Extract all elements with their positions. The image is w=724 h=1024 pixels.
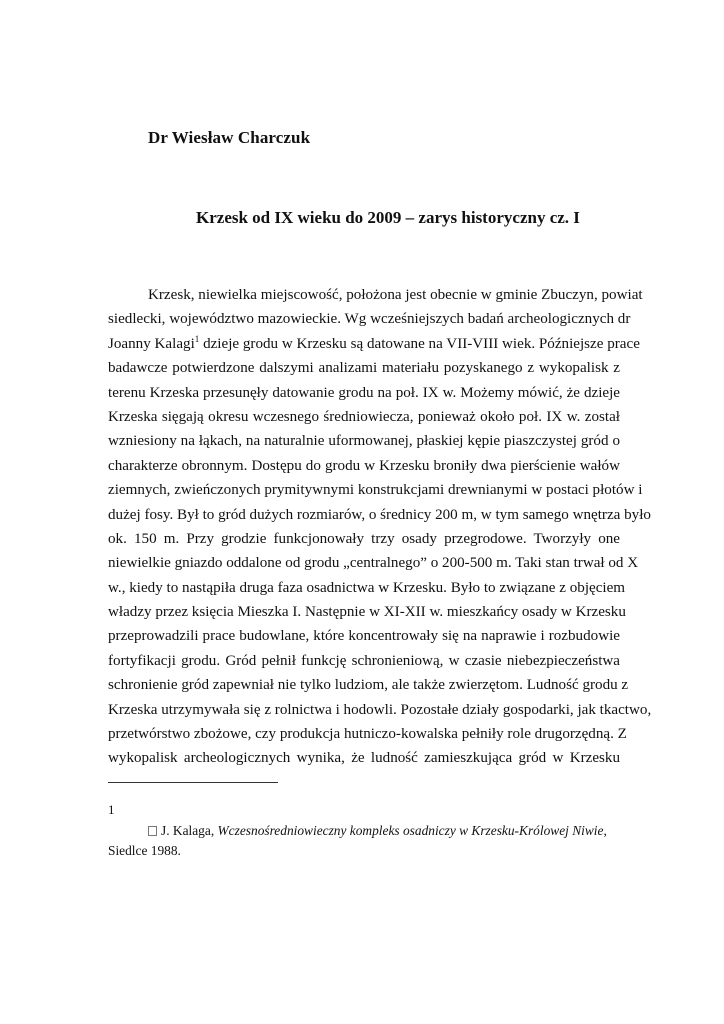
body-paragraph xyxy=(108,283,652,771)
text-line: Krzeska utrzymywała się z rolnictwa i hodowli. Pozostałe działy gospodarki, jak tkactwo, xyxy=(108,701,652,718)
footnote-separator xyxy=(108,782,278,783)
footnote-number: 1 xyxy=(108,802,115,817)
text-line: w., kiedy to nastąpiła druga faza osadnictwa w Krzesku. Było to związane z objęciem xyxy=(108,579,626,596)
text-line: dużej fosy. Był to gród dużych rozmiarów, o średnicy 200 m, w tym samego wnętrza było xyxy=(108,506,651,523)
text-line: Krzeska sięgają okresu wczesnego średniowiecza, ponieważ około poł. IX w. został xyxy=(108,408,620,425)
text-line-with-footnote xyxy=(108,332,640,356)
footnote-place-year: Siedlce 1988. xyxy=(108,843,181,858)
text-line: siedlecki, województwo mazowieckie. Wg wcześniejszych badań archeologicznych dr xyxy=(108,311,631,328)
author-name: Dr Wiesław Charczuk xyxy=(148,128,311,147)
text-line: Krzesk, niewielka miejscowość, położona jest obecnie w gminie Zbuczyn, powiat xyxy=(148,287,643,303)
footnote-author: J. Kalaga, xyxy=(161,823,218,838)
text-line: fortyfikacji grodu. Gród pełnił funkcję schronieniową, w czasie niebezpieczeństwa xyxy=(108,652,620,669)
text-line: terenu Krzeska przesunęły datowanie grodu na poł. IX w. Możemy mówić, że dzieje xyxy=(108,384,620,401)
text-fragment: dzieje grodu w Krzesku są datowane na VII-VIII wiek. Późniejsze prace xyxy=(203,335,640,352)
text-line: ziemnych, zwieńczonych prymitywnymi konstrukcjami drewnianymi w postaci płotów i xyxy=(108,482,643,499)
article-title: Krzesk od IX wieku do 2009 – zarys historyczny cz. I xyxy=(196,208,580,227)
text-line: wzniesiony na łąkach, na naturalnie uformowanej, płaskiej kępie piaszczystej gród o xyxy=(108,433,620,450)
footnote-work-title: Wczesnośredniowieczny kompleks osadniczy w Krzesku-Królowej Niwie xyxy=(217,823,604,838)
text-fragment: Joanny Kalagi xyxy=(108,335,195,352)
footnote-reference[interactable]: 1 xyxy=(194,333,200,344)
footnote-line xyxy=(108,821,628,841)
text-line: wykopalisk archeologicznych wynika, że ludność zamieszkująca gród w Krzesku xyxy=(108,750,620,767)
text-line: schronienie gród zapewniał nie tylko ludziom, ale także zwierzętom. Ludność grodu z xyxy=(108,677,629,694)
text-line: ok. 150 m. Przy grodzie funkcjonowały trzy osady przegrodowe. Tworzyły one xyxy=(108,530,620,547)
text-line: przeprowadzili prace budowlane, które koncentrowały się na naprawie i rozbudowie xyxy=(108,628,620,645)
footnote-punctuation: , xyxy=(603,823,607,838)
text-line: przetwórstwo zbożowe, czy produkcja hutniczo-kowalska pełniły role drugorzędną. Z xyxy=(108,726,627,743)
text-line: władzy przez księcia Mieszka I. Następnie w XI-XII w. mieszkańcy osady w Krzesku xyxy=(108,604,626,621)
text-line: badawcze potwierdzone dalszymi analizami materiału pozyskanego z wykopalisk z xyxy=(108,360,620,377)
text-line: charakterze obronnym. Dostępu do grodu w Krzesku broniły dwa pierścienie wałów xyxy=(108,457,620,474)
text-line: niewielkie gniazdo oddalone od grodu „centralnego” o 200-500 m. Taki stan trwał od X xyxy=(108,555,639,572)
footnote-text xyxy=(108,821,628,861)
missing-glyph-icon xyxy=(148,826,157,836)
